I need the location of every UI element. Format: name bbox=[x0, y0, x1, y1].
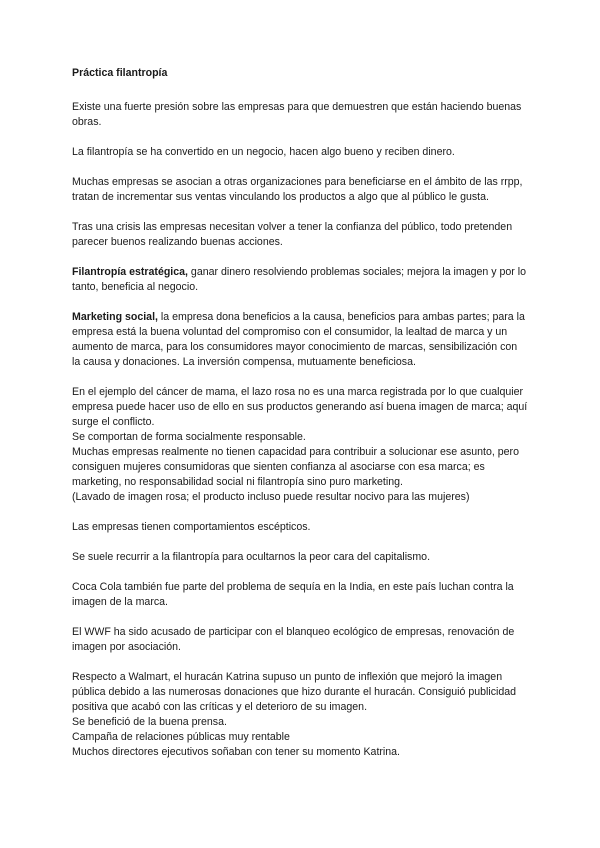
walmart-line-2: Se benefició de la buena prensa. bbox=[72, 716, 227, 728]
breast-cancer-line-3: Muchas empresas realmente no tienen capacidad para contribuir a solucionar ese asunto, pero consiguen mujeres consumidoras que sienten confianza al asociarse con esa marca; es marketing, no responsabilidad social ni filantropía sino puro marketing. bbox=[72, 446, 519, 488]
breast-cancer-line-1: En el ejemplo del cáncer de mama, el lazo rosa no es una marca registrada por lo que cualquier empresa puede hacer uso de ello en sus productos generando así buena imagen de marca; aquí surge el conflicto. bbox=[72, 386, 528, 428]
paragraph-wwf: El WWF ha sido acusado de participar con el blanqueo ecológico de empresas, renovación de imagen por asociación. bbox=[72, 626, 515, 653]
paragraph-pressure: Existe una fuerte presión sobre las empresas para que demuestren que están haciendo buenas obras. bbox=[72, 101, 522, 128]
paragraph-walmart bbox=[72, 670, 528, 760]
definition-social-marketing: la empresa dona beneficios a la causa, beneficios para ambas partes; para la empresa está la buena voluntad del compromiso con el consumidor, la lealtad de marca y un aumento de marca, para los consumidores mayor conocimiento de marcas, sensibilización con la causa y donaciones. La inversión compensa, mutuamente beneficiosa. bbox=[72, 311, 525, 368]
document-title: Práctica filantropía bbox=[72, 67, 168, 79]
paragraph-coca-cola: Coca Cola también fue parte del problema de sequía en la India, en este país luchan contra la imagen de la marca. bbox=[72, 581, 514, 608]
walmart-line-1: Respecto a Walmart, el huracán Katrina supuso un punto de inflexión que mejoró la imagen pública debido a las numerosas donaciones que hizo durante el huracán. Consiguió publicidad positiva que acabó con las críticas y el deterioro de su imagen. bbox=[72, 671, 517, 713]
paragraph-crisis: Tras una crisis las empresas necesitan volver a tener la confianza del público, todo pretenden parecer buenos realizando buenas acciones. bbox=[72, 221, 513, 248]
term-social-marketing: Marketing social, bbox=[72, 311, 158, 323]
paragraph-breast-cancer bbox=[72, 385, 528, 505]
paragraph-business: La filantropía se ha convertido en un negocio, hacen algo bueno y reciben dinero. bbox=[72, 146, 455, 158]
paragraph-social-marketing bbox=[72, 310, 528, 370]
paragraph-capitalism: Se suele recurrir a la filantropía para ocultarnos la peor cara del capitalismo. bbox=[72, 551, 431, 563]
paragraph-associations: Muchas empresas se asocian a otras organizaciones para beneficiarse en el ámbito de las rrpp, tratan de incrementar sus ventas vinculando los productos a algo que al público le gusta. bbox=[72, 176, 523, 203]
definition-strategic-philanthropy: ganar dinero resolviendo problemas sociales; mejora la imagen y por lo tanto, beneficia al negocio. bbox=[72, 266, 526, 293]
document-body bbox=[72, 66, 528, 775]
breast-cancer-line-4: (Lavado de imagen rosa; el producto incluso puede resultar nocivo para las mujeres) bbox=[72, 491, 470, 503]
breast-cancer-line-2: Se comportan de forma socialmente responsable. bbox=[72, 431, 306, 443]
term-strategic-philanthropy: Filantropía estratégica, bbox=[72, 266, 188, 278]
paragraph-skeptical: Las empresas tienen comportamientos escépticos. bbox=[72, 521, 311, 533]
walmart-line-3: Campaña de relaciones públicas muy rentable bbox=[72, 731, 290, 743]
walmart-line-4: Muchos directores ejecutivos soñaban con tener su momento Katrina. bbox=[72, 746, 400, 758]
paragraph-strategic-philanthropy bbox=[72, 265, 528, 295]
